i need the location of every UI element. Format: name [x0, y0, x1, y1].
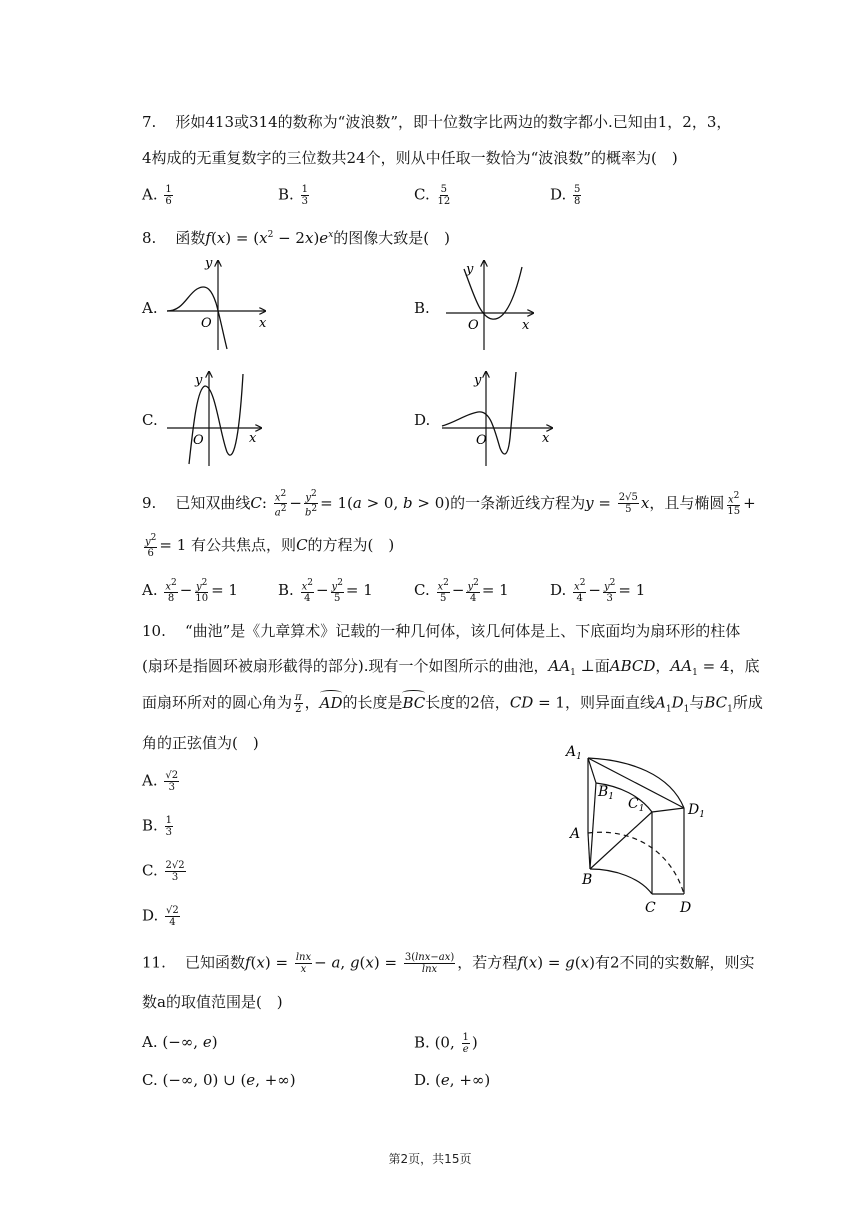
- q7-option-b[interactable]: B. $\frac{1}{3}$: [278, 184, 308, 207]
- q11-line1: 11. 已知函数f(x) = $\frac{\ln x}{x}$ − a, g(x) = $\frac{3(\ln x-ax)}{\ln x}$ ，若方程f(x) = g(x)有2不同的实数解，则实: [142, 952, 755, 975]
- q10-line1: 10. “曲池”是《九章算术》记载的一种几何体，该几何体是上、下底面均为扇环形的柱体: [142, 622, 741, 640]
- svg-text:D: D: [680, 900, 692, 916]
- q7-text-line1: 形如413或314的数称为“波浪数”，即十位数字比两边的数字都小.已知由1，2，3，: [175, 113, 732, 131]
- q7-line2: [142, 148, 678, 168]
- q8-option-b[interactable]: B.: [414, 299, 430, 317]
- svg-text:O: O: [468, 318, 479, 333]
- q9-option-d[interactable]: D. $\frac{x^2}{4}$ − $\frac{y^2}{3}$ = 1: [550, 578, 646, 605]
- q10-number: 10.: [142, 622, 166, 640]
- q11-line2: 数a的取值范围是( ): [142, 993, 283, 1011]
- q8-option-a[interactable]: A.: [142, 299, 158, 317]
- svg-text:C: C: [645, 900, 656, 916]
- q9-option-a[interactable]: A. $\frac{x^2}{8}$ − $\frac{y^2}{10}$ = 1: [142, 578, 238, 605]
- q9-option-c[interactable]: C. $\frac{x^2}{5}$ − $\frac{y^2}{4}$ = 1: [414, 578, 509, 605]
- svg-text:A: A: [570, 826, 581, 842]
- q7-option-a[interactable]: A. $\frac{1}{6}$: [142, 184, 172, 207]
- svg-text:D1: $D_1$: [688, 802, 705, 820]
- svg-text:y: y: [205, 256, 213, 271]
- q7-text-line2: 4构成的无重复数字的三位数共24个，则从中任取一数恰为“波浪数”的概率为( ): [142, 149, 678, 167]
- q10-line3: 面扇环所对的圆心角为 $\frac{\pi}{2}$ ，AD的长度是BC长度的2倍，CD = 1，则异面直线$A_1D_1$与$BC_1$所成: [142, 692, 763, 715]
- page-footer: 第2页，共15页: [388, 1152, 472, 1166]
- q8-graph-b: [438, 255, 548, 352]
- q7-line1: [142, 112, 731, 132]
- svg-text:O: O: [193, 433, 204, 448]
- svg-text:B1: $B_1$: [598, 784, 615, 802]
- q8-graph-c: [165, 368, 275, 468]
- q7-option-d[interactable]: D. $\frac{5}{8}$: [550, 184, 581, 207]
- q10-line2: (扇环是指圆环被扇形截得的部分).现有一个如图所示的曲池，$AA_1$ ⊥面ABCD，$AA_1 = 4$，底: [142, 657, 760, 678]
- q8-line1: 8. 函数$f(x) = (x^2 - 2x)e^x$的图像大致是( ): [142, 229, 450, 247]
- q11-option-c[interactable]: C. (−∞, 0) ∪ (e, +∞): [142, 1071, 296, 1089]
- q8-graph-a: [165, 255, 275, 352]
- q9-line1: 9. 已知双曲线C: $\frac{x^2}{a^2}$ − $\frac{y^2}{b^2}$ = 1(a > 0, b > 0)的一条渐近线方程为y = $\frac{2√5}{5}$ x，且与椭圆 $\frac{x^2}{15}$ +: [142, 489, 756, 519]
- q8-function-formula: f: [205, 229, 211, 247]
- q8-graph-d: [438, 368, 558, 468]
- q11-option-d[interactable]: D. (e, +∞): [414, 1071, 491, 1089]
- svg-text:x: x: [522, 318, 530, 333]
- svg-text:y: y: [195, 373, 203, 388]
- q10-option-d[interactable]: D. $\frac{√2}{4}$: [142, 905, 179, 928]
- q11-number: 11.: [142, 953, 166, 972]
- q10-option-b[interactable]: B. $\frac{1}{3}$: [142, 815, 172, 838]
- svg-text:O: O: [476, 433, 487, 448]
- svg-text:y: y: [466, 262, 474, 277]
- q10-line4: 角的正弦值为( ): [142, 734, 259, 752]
- svg-text:A1: $A_1$: [566, 744, 582, 762]
- svg-text:y: y: [474, 373, 482, 388]
- svg-text:C1: $C_1$: [628, 796, 645, 814]
- q8-option-c[interactable]: C.: [142, 411, 158, 429]
- q10-option-a[interactable]: A. $\frac{√2}{3}$: [142, 770, 179, 793]
- q7-number: 7.: [142, 113, 157, 131]
- q10-option-c[interactable]: C. $\frac{2√2}{3}$: [142, 860, 185, 883]
- q8-option-d[interactable]: D.: [414, 411, 431, 429]
- q7-option-c[interactable]: C. $\frac{5}{12}$: [414, 184, 451, 207]
- q9-line2: $\frac{y^2}{6}$ = 1 有公共焦点，则C的方程为( ): [145, 533, 395, 560]
- svg-text:O: O: [201, 316, 212, 331]
- q8-number: 8.: [142, 229, 157, 247]
- svg-text:B: B: [582, 872, 593, 888]
- svg-text:x: x: [542, 431, 550, 446]
- q9-option-b[interactable]: B. $\frac{x^2}{4}$ − $\frac{y^2}{5}$ = 1: [278, 578, 373, 605]
- q9-number: 9.: [142, 493, 157, 512]
- q10-curved-pool-figure: [560, 738, 720, 918]
- svg-text:x: x: [259, 316, 267, 331]
- q11-option-b[interactable]: B. (0, $\frac{1}{e}$ ): [414, 1032, 478, 1055]
- svg-text:x: x: [249, 431, 257, 446]
- q11-option-a[interactable]: A. (−∞, e): [142, 1033, 218, 1051]
